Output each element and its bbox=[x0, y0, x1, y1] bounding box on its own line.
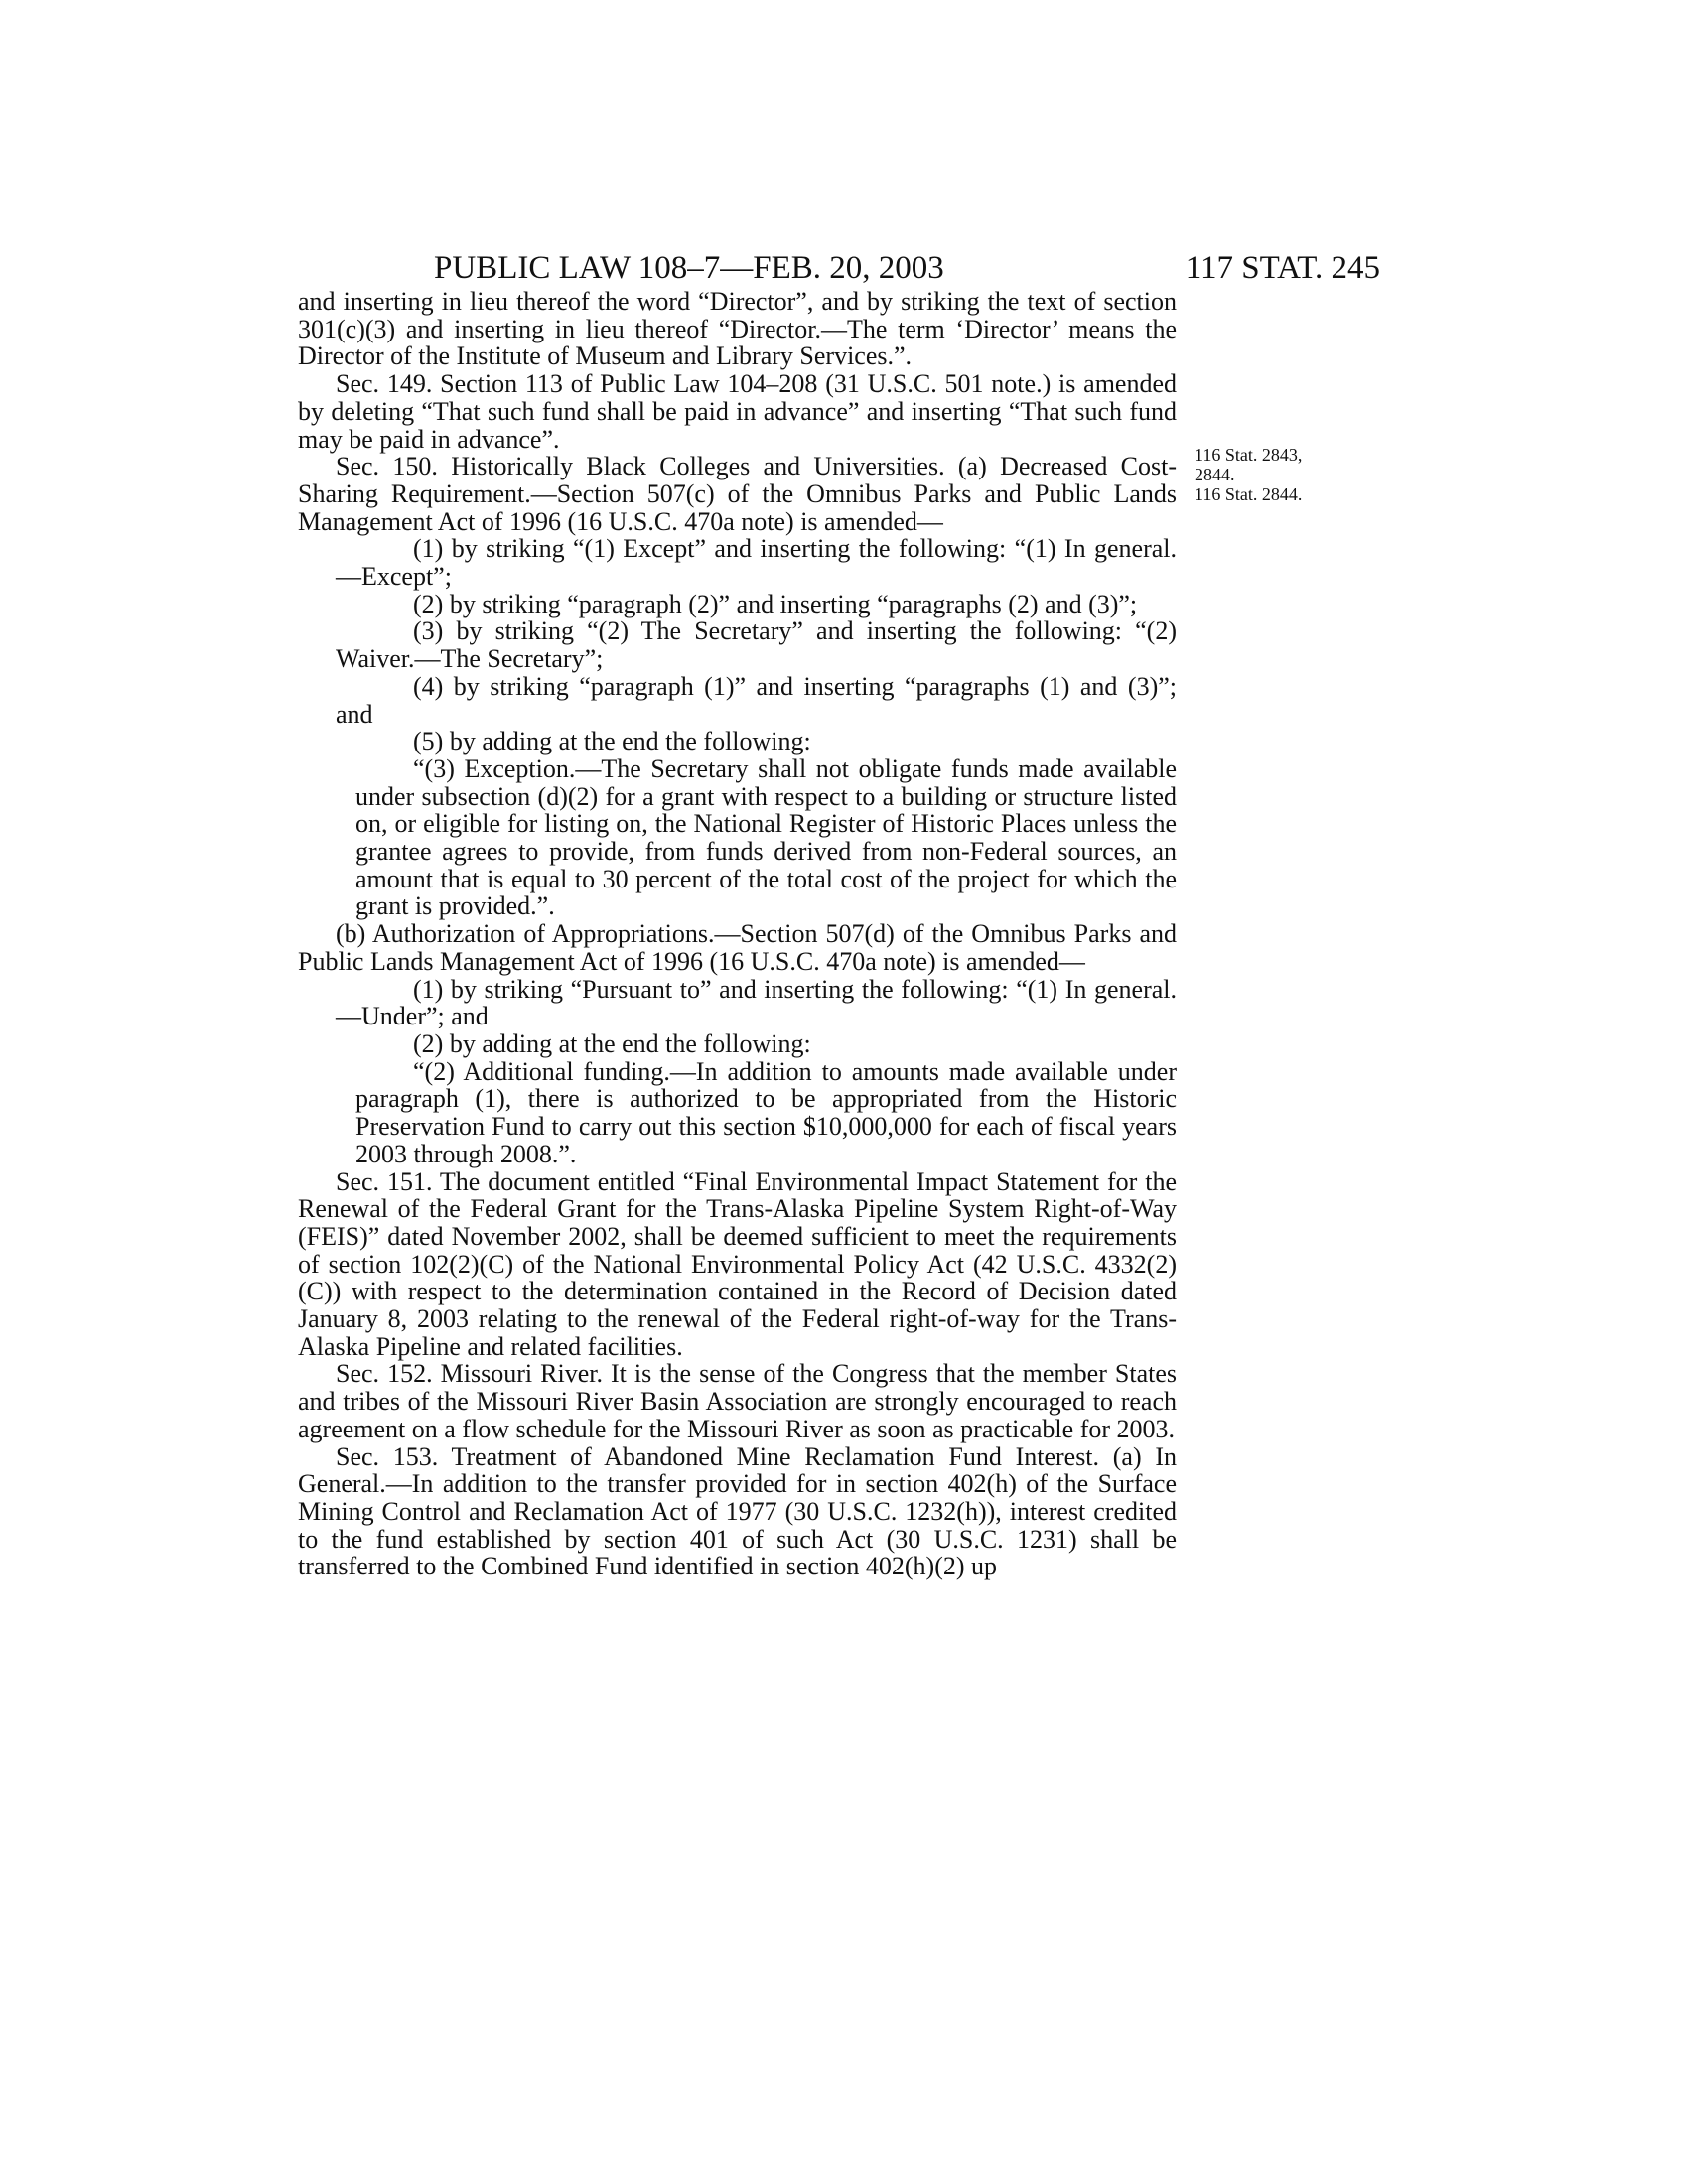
amendment-item: (1) by striking “(1) Except” and inserting the following: “(1) In general.—Except”; bbox=[336, 534, 1177, 592]
document-body bbox=[298, 288, 1177, 1580]
amendment-item: (1) by striking “Pursuant to” and inserting the following: “(1) In general.—Under”; and bbox=[336, 974, 1177, 1031]
paragraph: and inserting in lieu thereof the word “Director”, and by striking the text of section 301(c)(3) and inserting in lieu thereof “Director.—The term ‘Director’ means the Director of the Institute of Museum and Library Services.”. bbox=[298, 287, 1177, 371]
amendment-item: (4) by striking “paragraph (1)” and inserting “paragraphs (1) and (3)”; and bbox=[336, 671, 1177, 729]
subsection-b: (b) Authorization of Appropriations.—Section 507(d) of the Omnibus Parks and Public Lands Management Act of 1996 (16 U.S.C. 470a note) is amended— bbox=[298, 919, 1177, 976]
section-151: Sec. 151. The document entitled “Final Environmental Impact Statement for the Renewal of the Federal Grant for the Trans-Alaska Pipeline System Right-of-Way (FEIS)” dated November 2002, shall be deemed sufficient to meet the requirements of section 102(2)(C) of the National Environmental Policy Act (42 U.S.C. 4332(2)(C)) with respect to the determination contained in the Record of Decision dated January 8, 2003 relating to the renewal of the Federal right-of-way for the Trans-Alaska Pipeline and related facilities. bbox=[298, 1166, 1177, 1361]
section-153: Sec. 153. Treatment of Abandoned Mine Reclamation Fund Interest. (a) In General.—In addition to the transfer provided for in section 402(h) of the Surface Mining Control and Reclamation Act of 1977 (30 U.S.C. 1232(h)), interest credited to the fund established by section 401 of such Act (30 U.S.C. 1231) shall be transferred to the Combined Fund identified in section 402(h)(2) up bbox=[298, 1441, 1177, 1581]
section-149: Sec. 149. Section 113 of Public Law 104–208 (31 U.S.C. 501 note.) is amended by deleting “That such fund shall be paid in advance” and inserting “That such fund may be paid in advance”. bbox=[298, 369, 1177, 454]
amendment-item: (3) by striking “(2) The Secretary” and inserting the following: “(2) Waiver.—The Secretary”; bbox=[336, 616, 1177, 674]
section-152: Sec. 152. Missouri River. It is the sense of the Congress that the member States and tribes of the Missouri River Basin Association are strongly encouraged to reach agreement on a flow schedule for the Missouri River as soon as practicable for 2003. bbox=[298, 1359, 1177, 1443]
amendment-item: (5) by adding at the end the following: bbox=[413, 727, 811, 756]
amendment-item: (2) by adding at the end the following: bbox=[413, 1028, 811, 1058]
header-title: PUBLIC LAW 108–7—FEB. 20, 2003 bbox=[434, 250, 944, 286]
header-stat-citation: 117 STAT. 245 bbox=[1185, 250, 1380, 286]
marginal-note-1-line-2: 2844. bbox=[1195, 465, 1235, 484]
quoted-text: “(2) Additional funding.—In addition to amounts made available under paragraph (1), there is authorized to be appropriated from the Historic Preservation Fund to carry out this section $10,000,000 for each of fiscal years 2003 through 2008.”. bbox=[355, 1056, 1177, 1168]
section-150: Sec. 150. Historically Black Colleges and Universities. (a) Decreased Cost-Sharing Requirement.—Section 507(c) of the Omnibus Parks and Public Lands Management Act of 1996 (16 U.S.C. 470a note) is amended— bbox=[298, 452, 1177, 536]
page-header bbox=[298, 250, 1380, 286]
marginal-note-1-line-1: 116 Stat. 2843, bbox=[1195, 445, 1303, 465]
amendment-item: (2) by striking “paragraph (2)” and inserting “paragraphs (2) and (3)”; bbox=[413, 589, 1138, 618]
quoted-text: “(3) Exception.—The Secretary shall not obligate funds made available under subsection (d)(2) for a grant with respect to a building or structure listed on, or eligible for listing on, the National Register of Historic Places unless the grantee agrees to provide, from funds derived from non-Federal sources, an amount that is equal to 30 percent of the total cost of the project for which the grant is provided.”. bbox=[355, 753, 1177, 921]
marginal-notes bbox=[1195, 445, 1373, 504]
marginal-note-2: 116 Stat. 2844. bbox=[1195, 484, 1303, 504]
